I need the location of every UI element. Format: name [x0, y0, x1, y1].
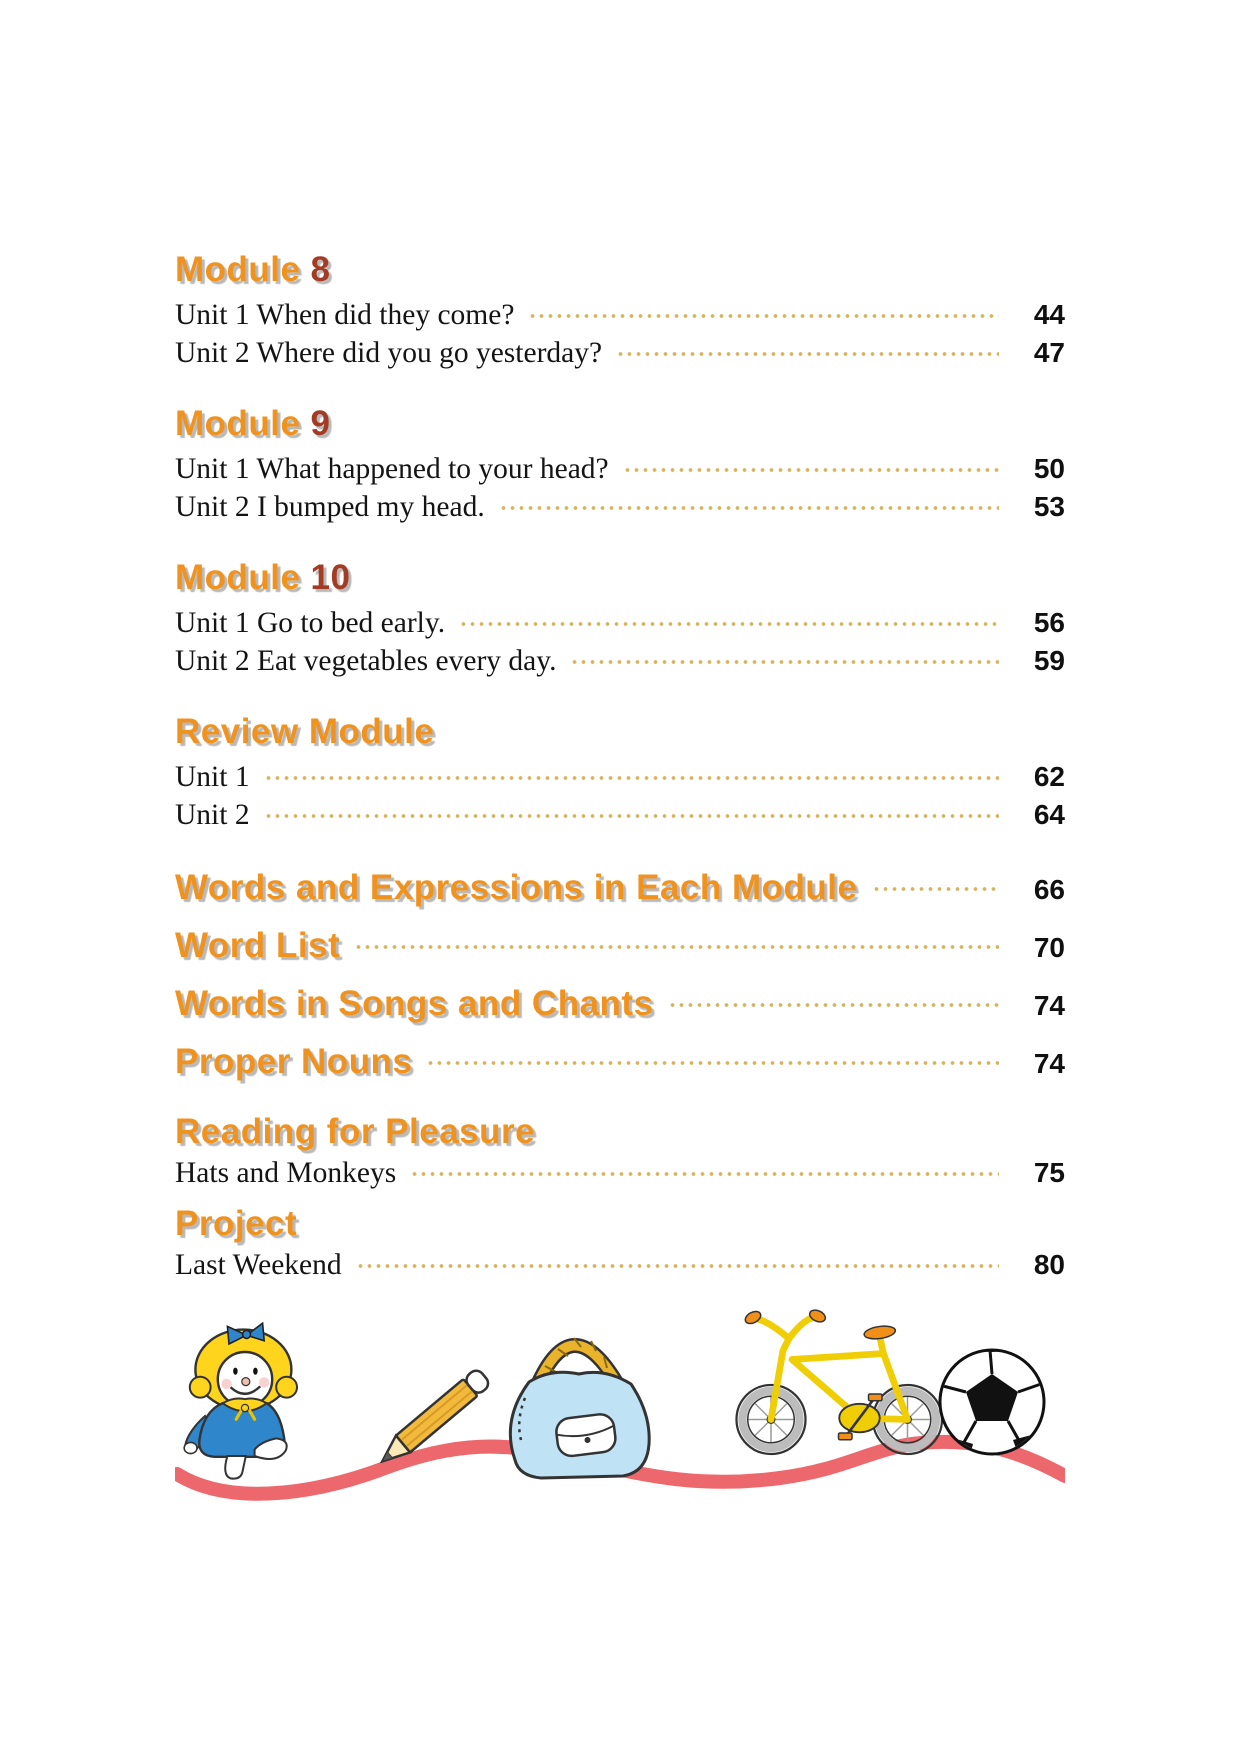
toc-entry	[175, 1154, 1065, 1192]
module-heading	[175, 404, 1065, 444]
page-number: 56	[1033, 607, 1065, 638]
toc-entry	[175, 296, 1065, 334]
toc-entry-label: Last Weekend	[175, 1249, 342, 1281]
toc-entry-label: Unit 2 I bumped my head.	[175, 491, 485, 523]
page-number: 74	[1033, 990, 1065, 1021]
section-heading: Project	[175, 1204, 298, 1243]
dot-leader	[264, 812, 999, 820]
toc-entry-label: Proper Nouns	[175, 1042, 413, 1081]
module-heading	[175, 250, 1065, 290]
dot-leader	[499, 504, 999, 512]
page-number: 80	[1033, 1249, 1065, 1280]
toc-entry-label: Unit 1	[175, 761, 250, 793]
toc-entry	[175, 1246, 1065, 1284]
page-number: 75	[1033, 1157, 1065, 1188]
toc-entry	[175, 488, 1065, 526]
dot-leader	[459, 620, 999, 628]
section-heading: Reading for Pleasure	[175, 1112, 536, 1151]
dot-leader	[872, 885, 1000, 893]
toc-entry	[175, 866, 1065, 912]
toc-entry-label: Unit 2 Where did you go yesterday?	[175, 337, 603, 369]
dot-leader	[264, 774, 999, 782]
module-heading-number: 9	[310, 404, 331, 443]
toc-entry-label: Unit 1 When did they come?	[175, 299, 515, 331]
toc-entry-label: Unit 2 Eat vegetables every day.	[175, 645, 557, 677]
module-heading-number: 10	[310, 558, 351, 597]
module-block-10	[175, 558, 1065, 680]
toc-entry-label: Unit 2	[175, 799, 250, 831]
page-number: 66	[1033, 874, 1065, 905]
dot-leader	[410, 1170, 999, 1178]
page-number: 53	[1033, 491, 1065, 522]
project-block	[175, 1204, 1065, 1284]
doll-illustration	[184, 1323, 297, 1478]
page-number: 44	[1033, 299, 1065, 330]
toc-entry-label: Unit 1 Go to bed early.	[175, 607, 446, 639]
toc-entry	[175, 642, 1065, 680]
toc-entry-label: Words and Expressions in Each Module	[175, 868, 858, 907]
toc-entry	[175, 982, 1065, 1028]
dot-leader	[528, 312, 999, 320]
dot-leader	[356, 1262, 999, 1270]
toc-entry	[175, 450, 1065, 488]
module-heading	[175, 558, 1065, 598]
toc-entry-label: Words in Songs and Chants	[175, 984, 654, 1023]
schoolbag-illustration	[510, 1338, 649, 1478]
dot-leader	[616, 350, 999, 358]
toc-entry	[175, 796, 1065, 834]
page-number: 70	[1033, 932, 1065, 963]
page-number: 64	[1033, 799, 1065, 830]
review-module-block	[175, 712, 1065, 834]
reading-for-pleasure-block	[175, 1112, 1065, 1192]
toc-entry	[175, 334, 1065, 372]
module-block-8	[175, 250, 1065, 372]
module-block-9	[175, 404, 1065, 526]
toc-entry	[175, 604, 1065, 642]
toc-entry	[175, 758, 1065, 796]
page-number: 47	[1033, 337, 1065, 368]
dot-leader	[570, 658, 999, 666]
dot-leader	[426, 1059, 999, 1067]
module-heading-number: 8	[310, 250, 331, 289]
toc-entry	[175, 924, 1065, 970]
toc-entry-label: Word List	[175, 926, 341, 965]
toc-entry	[175, 1040, 1065, 1086]
toc-entry-label: Hats and Monkeys	[175, 1157, 397, 1189]
dot-leader	[623, 466, 999, 474]
module-heading-word: Module	[175, 250, 301, 289]
dot-leader	[354, 943, 999, 951]
toc-entry-label: Unit 1 What happened to your head?	[175, 453, 609, 485]
page-number: 50	[1033, 453, 1065, 484]
module-heading	[175, 712, 1065, 752]
page-number: 74	[1033, 1048, 1065, 1079]
module-heading-word: Review Module	[175, 712, 435, 751]
content-illustration	[175, 1292, 1065, 1527]
page-number: 59	[1033, 645, 1065, 676]
module-heading-word: Module	[175, 558, 301, 597]
module-heading-word: Module	[175, 404, 301, 443]
page-number: 62	[1033, 761, 1065, 792]
bicycle-illustration	[737, 1308, 943, 1454]
dot-leader	[668, 1001, 999, 1009]
